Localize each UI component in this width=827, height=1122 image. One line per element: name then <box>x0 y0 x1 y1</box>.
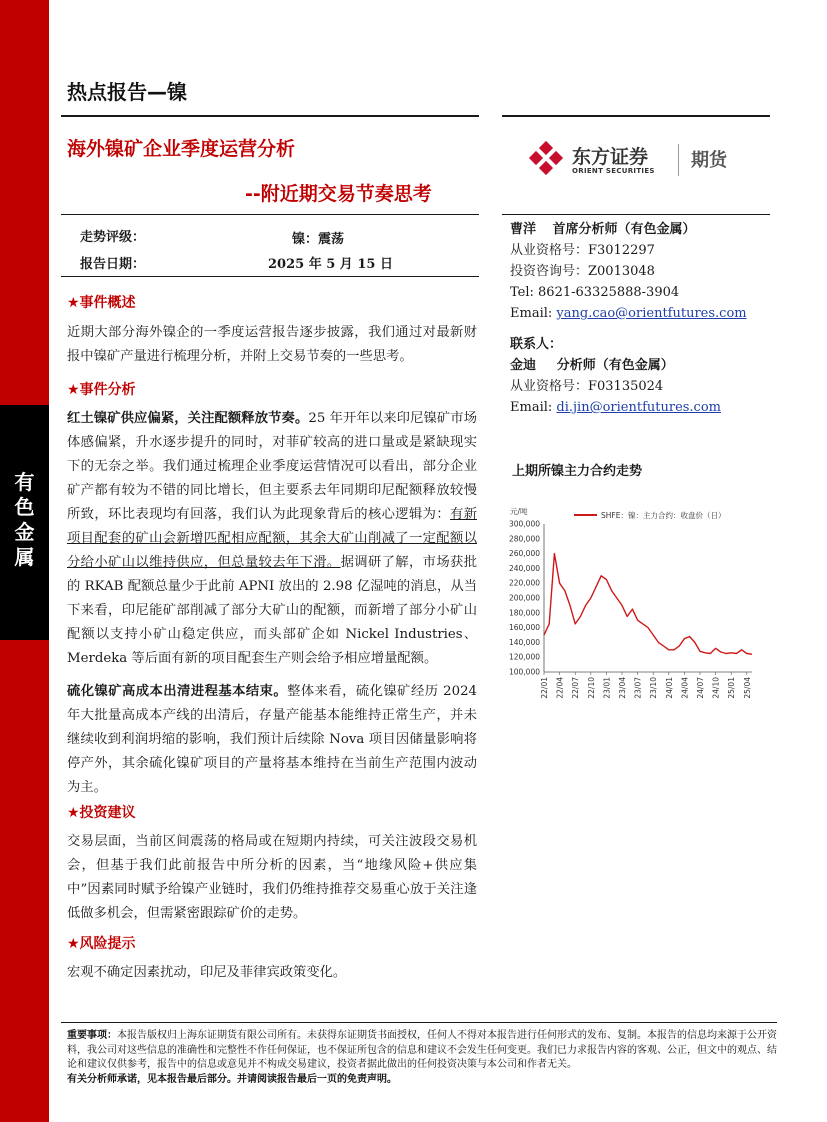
chart-y-tick-label: 180,000 <box>508 608 540 618</box>
chart-x-tick-label: 24/01 <box>664 677 674 699</box>
contact-qualification: 从业资格号：F03135024 <box>510 379 664 394</box>
section-heading-overview: ★事件概述 <box>67 295 136 311</box>
logo-divider <box>678 144 679 176</box>
analysis-p1-underlined: 有新项目配套的矿山会新增匹配相应配额，其余大矿山削减了一定配额以分给小矿山以维持供应，但总量较去年下滑。 <box>67 507 478 570</box>
chart-x-tick-label: 23/04 <box>618 677 627 699</box>
chart-x-tick-label: 24/10 <box>711 677 721 699</box>
rating-label: 走势评级： <box>80 230 146 245</box>
analyst-investment-id: 投资咨询号：Z0013048 <box>510 264 655 279</box>
logo-division: 期货 <box>691 150 727 171</box>
analyst-email-label: Email: <box>510 306 557 321</box>
analysis-paragraph-1 <box>67 407 477 671</box>
chart-x-tick-label: 22/07 <box>571 677 581 699</box>
meta-bottom-rule <box>61 276 479 277</box>
analyst-name: 曹洋 <box>510 222 537 237</box>
chart-y-tick-label: 140,000 <box>508 637 540 647</box>
chart-legend-label: SHFE：镍：主力合约：收盘价（日） <box>601 511 726 520</box>
disclaimer <box>67 1029 777 1087</box>
chart-y-tick-label: 300,000 <box>508 519 540 529</box>
disclaimer-lead: 重要事项： <box>67 1030 117 1041</box>
chart-y-tick-label: 220,000 <box>508 578 540 588</box>
advice-text: 交易层面，当前区间震荡的格局或在短期内持续，可关注波段交易机会，但基于我们此前报告中所分析的因素，当“地缘风险+供应集中”因素同时赋予给镍产业链时，我们仍维持推荐交易重心放于关注逢低做多机会，但需紧密跟踪矿价的走势。 <box>67 834 477 921</box>
chart-x-tick-label: 25/04 <box>742 677 752 699</box>
chart-x-tick-label: 23/07 <box>633 677 643 699</box>
report-title: 海外镍矿企业季度运营分析 <box>67 138 296 160</box>
chart-caption: 上期所镍主力合约走势 <box>512 464 643 479</box>
analyst-top-rule <box>502 214 770 215</box>
report-type: 热点报告—镍 <box>67 80 187 104</box>
analyst-tel: Tel: 8621-63325888-3904 <box>510 285 680 300</box>
chart-y-tick-label: 100,000 <box>508 667 540 677</box>
section-heading-risk: ★风险提示 <box>67 936 136 952</box>
disclaimer-analyst-note: 有关分析师承诺，见本报告最后部分。并请阅读报告最后一页的免责声明。 <box>67 1073 397 1085</box>
analysis-p1-text-a: 25 年开年以来印尼镍矿市场体感偏紧，升水逐步提升的同时，对菲矿较高的进口量或是紧缺现实下的无奈之举。我们通过梳理企业季度运营情况可以看出，部分企业矿产都有较为不错的同比增长，但主要系去年同期印尼配额释放较慢所致，环比表现均有回落，我们认为此现象背后的核心逻辑为： <box>67 411 477 522</box>
sidebar-category-label: 有 色 金 属 <box>14 470 35 569</box>
chart-x-tick-label: 22/04 <box>555 677 565 699</box>
chart-y-tick-label: 260,000 <box>508 549 540 559</box>
header-divider-right <box>502 115 770 117</box>
date-label: 报告日期： <box>80 257 146 272</box>
disclaimer-text: 本报告版权归上海东证期货有限公司所有。未获得东证期货书面授权，任何人不得对本报告进行任何形式的发布、复制。本报告的信息均来源于公开资料，我公司对这些信息的准确性和完整性不作任何保证，也不保证所包含的信息和建议不会发生任何变更。我们已力求报告内容的客观、公正，但文中的观点、结论和建议仅供参考，报告中的信息或意见并不构成交易建议，投资者据此做出的任何投资决策与本公司和作者无关。 <box>67 1030 777 1070</box>
overview-text: 近期大部分海外镍企的一季度运营报告逐步披露，我们通过对最新财报中镍矿产量进行梳理分析，并附上交易节奏的一些思考。 <box>67 325 477 364</box>
rating-value: 镍：震荡 <box>292 232 345 247</box>
chart-unit-label: 元/吨 <box>510 507 528 516</box>
chart-y-tick-label: 120,000 <box>508 652 540 662</box>
section-heading-advice: ★投资建议 <box>67 805 136 821</box>
analysis-p2-text: 整体来看，硫化镍矿经历 2024 年大批量高成本产线的出清后，存量产能基本能维持正常生产，并未继续收到利润坍缩的影响，我们预计后续除 Nova 项目因储量影响将停产外，其余硫化镍矿项目的产量将基本维持在当前生产范围内波动为主。 <box>67 684 477 795</box>
company-logo <box>528 140 773 180</box>
chart-x-tick-label: 23/10 <box>649 677 659 699</box>
analyst-qualification: 从业资格号：F3012297 <box>510 243 655 258</box>
price-chart <box>502 490 772 718</box>
footer-rule <box>61 1022 777 1023</box>
contact-name: 金迪 <box>510 358 537 373</box>
logo-name: 东方证券 <box>572 146 649 168</box>
analyst-email-link[interactable]: yang.cao@orientfutures.com <box>556 306 747 321</box>
contact-heading: 联系人： <box>510 337 563 352</box>
header-divider-left <box>61 115 479 117</box>
section-heading-analysis: ★事件分析 <box>67 382 136 398</box>
logo-name-en: ORIENT SECURITIES <box>572 167 655 175</box>
chart-y-tick-label: 240,000 <box>508 563 540 573</box>
chart-y-tick-label: 280,000 <box>508 534 540 544</box>
analysis-p1-lead: 红土镍矿供应偏紧，关注配额释放节奏。 <box>67 411 309 426</box>
contact-title: 分析师（有色金属） <box>556 358 674 373</box>
analyst-title: 首席分析师（有色金属） <box>552 222 696 237</box>
contact-email-link[interactable]: di.jin@orientfutures.com <box>556 400 721 415</box>
date-value: 2025 年 5 月 15 日 <box>268 257 393 272</box>
analysis-paragraph-2 <box>67 680 477 800</box>
contact-email-label: Email: <box>510 400 557 415</box>
chart-y-tick-label: 160,000 <box>508 623 540 633</box>
chart-x-tick-label: 24/04 <box>680 677 690 699</box>
chart-x-tick-label: 22/10 <box>586 677 596 699</box>
meta-top-rule <box>61 214 479 215</box>
risk-text: 宏观不确定因素扰动，印尼及菲律宾政策变化。 <box>67 965 347 980</box>
chart-y-tick-label: 200,000 <box>508 593 540 603</box>
chart-x-tick-label: 22/01 <box>540 677 549 699</box>
report-subtitle: --附近期交易节奏思考 <box>245 183 432 205</box>
analyst-block <box>510 219 772 324</box>
analysis-p2-lead: 硫化镍矿高成本出清进程基本结束。 <box>67 684 288 699</box>
chart-x-tick-label: 25/01 <box>727 677 737 699</box>
chart-x-tick-label: 23/01 <box>602 677 612 699</box>
analysis-p1-text-b: 据调研了解，市场获批的 RKAB 配额总量少于此前 APNI 放出的 2.98 亿湿吨的消息，从当下来看，印尼能矿部削减了部分大矿山的配额，而新增了部分小矿山配额以支持小矿山稳定供应，而头部矿企如 Nickel Industries、Merdeka 等后面有新的项目配套生产则会给予相应增量配额。 <box>67 555 478 666</box>
chart-series-line <box>544 554 752 655</box>
chart-x-tick-label: 24/07 <box>696 677 705 699</box>
contact-block <box>510 334 772 418</box>
